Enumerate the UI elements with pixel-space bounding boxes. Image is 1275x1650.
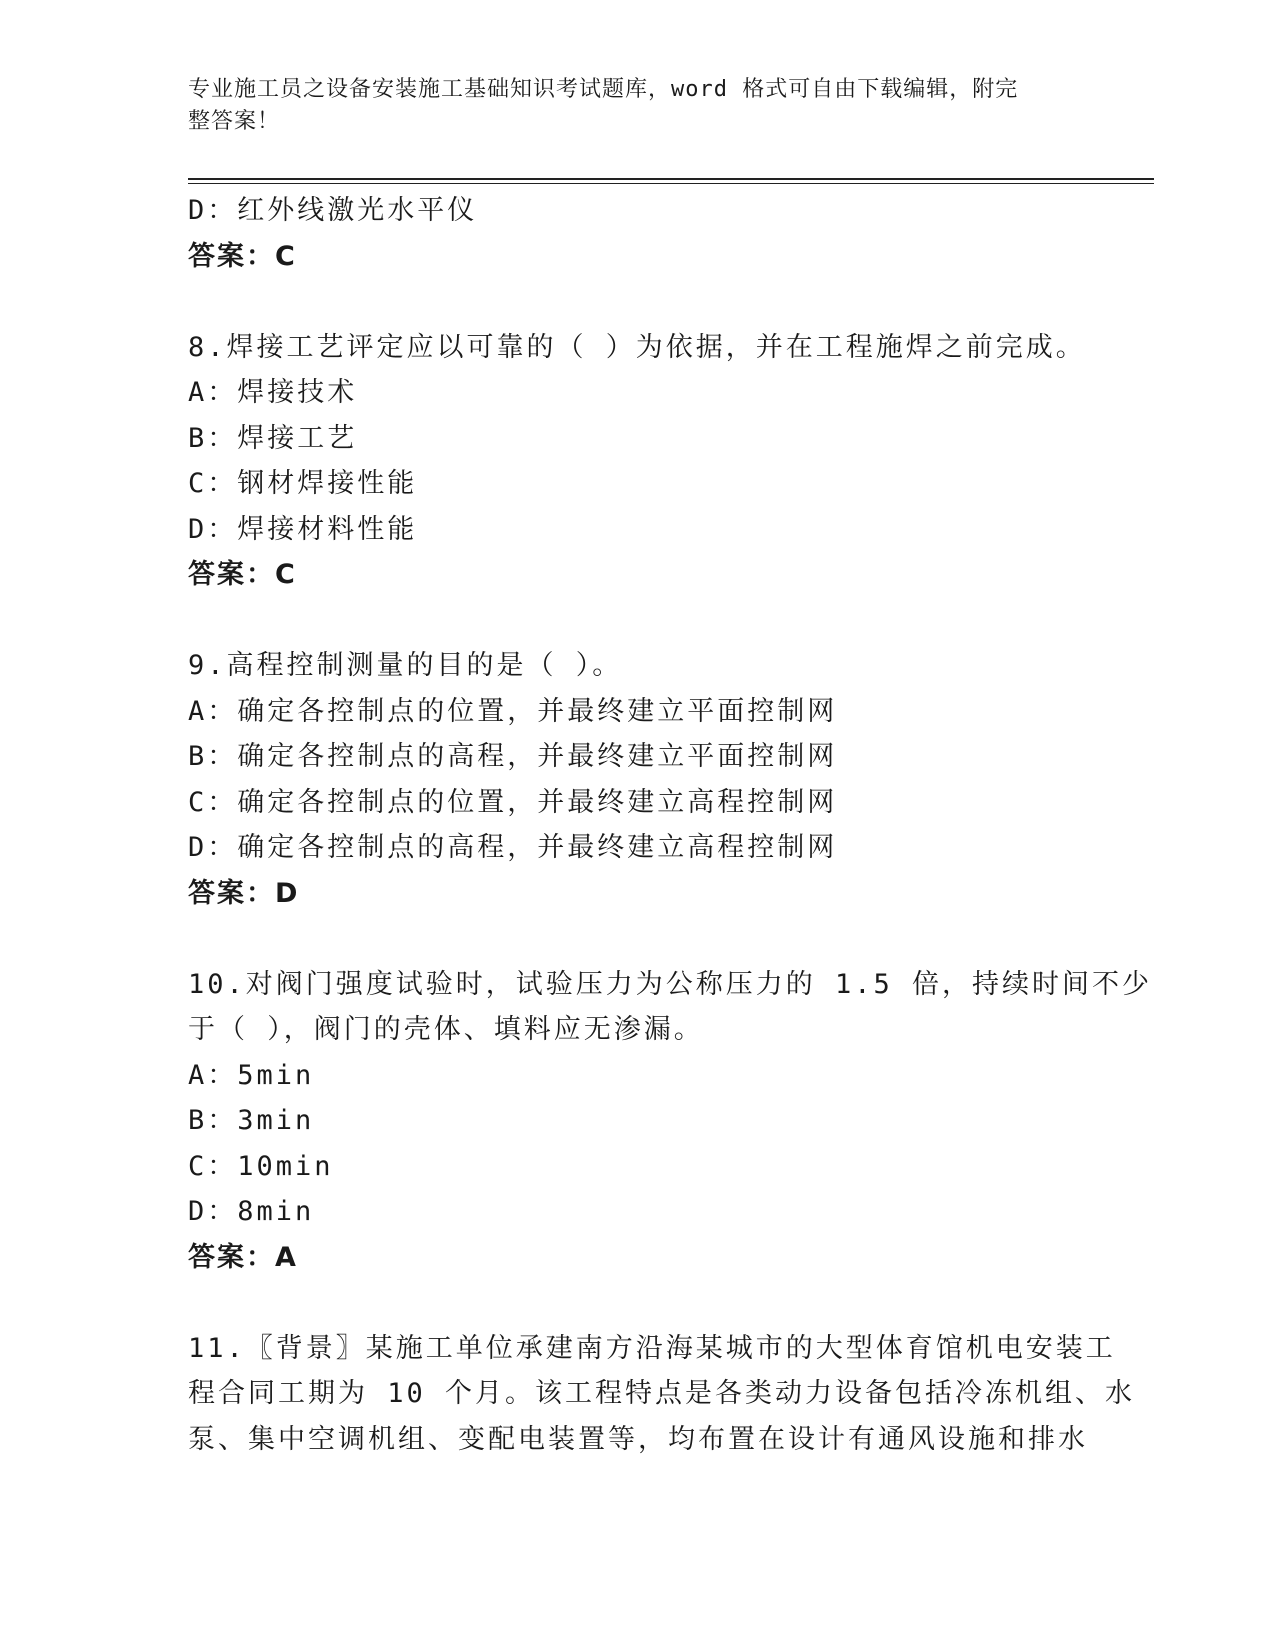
answer-line: 答案：C <box>188 240 297 272</box>
option-c: C：确定各控制点的位置，并最终建立高程控制网 <box>188 786 838 818</box>
option-c: C：钢材焊接性能 <box>188 468 418 499</box>
header-line-2: 整答案！ <box>188 109 281 134</box>
option-a: A：5min <box>188 1059 315 1091</box>
option-d: D：红外线激光水平仪 <box>188 195 478 226</box>
question-stem: 9.高程控制测量的目的是（ ）。 <box>188 650 623 681</box>
question-stem-line-3: 泵、集中空调机组、变配电装置等，均布置在设计有通风设施和排水 <box>188 1423 1088 1455</box>
question-7-tail <box>188 188 1088 279</box>
spacer <box>188 279 1088 325</box>
option-d: D：8min <box>188 1196 315 1227</box>
question-stem-line-2: 程合同工期为 10 个月。该工程特点是各类动力设备包括冷冻机组、水 <box>188 1378 1136 1409</box>
document-header <box>188 74 1068 138</box>
question-8 <box>188 325 1088 598</box>
question-content <box>188 188 1153 1462</box>
answer-line: 答案：C <box>188 559 297 590</box>
question-stem-line-2: 于（ ），阀门的壳体、填料应无渗漏。 <box>188 1014 704 1045</box>
spacer <box>188 1280 1088 1326</box>
option-d: D：确定各控制点的高程，并最终建立高程控制网 <box>188 832 838 863</box>
header-divider-thin <box>188 183 1154 184</box>
question-stem-line-1: 10.对阀门强度试验时，试验压力为公称压力的 1.5 倍，持续时间不少 <box>188 968 1153 1000</box>
question-9 <box>188 643 1088 916</box>
question-stem: 8.焊接工艺评定应以可靠的（ ）为依据，并在工程施焊之前完成。 <box>188 331 1086 363</box>
option-a: A：焊接技术 <box>188 377 358 408</box>
spacer <box>188 916 1088 962</box>
spacer <box>188 598 1088 644</box>
option-b: B：3min <box>188 1105 315 1136</box>
option-c: C：10min <box>188 1150 334 1182</box>
question-10 <box>188 962 1153 1281</box>
answer-line: 答案：A <box>188 1241 298 1273</box>
answer-line: 答案：D <box>188 877 300 909</box>
option-a: A：确定各控制点的位置，并最终建立平面控制网 <box>188 695 838 727</box>
question-11 <box>188 1326 1136 1463</box>
header-divider-thick <box>188 178 1154 180</box>
option-d: D：焊接材料性能 <box>188 513 418 545</box>
option-b: B：焊接工艺 <box>188 422 358 454</box>
option-b: B：确定各控制点的高程，并最终建立平面控制网 <box>188 741 838 772</box>
question-stem-line-1: 11.〖背景〗某施工单位承建南方沿海某城市的大型体育馆机电安装工 <box>188 1332 1116 1364</box>
header-line-1: 专业施工员之设备安装施工基础知识考试题库，word 格式可自由下载编辑，附完 <box>188 77 1019 102</box>
